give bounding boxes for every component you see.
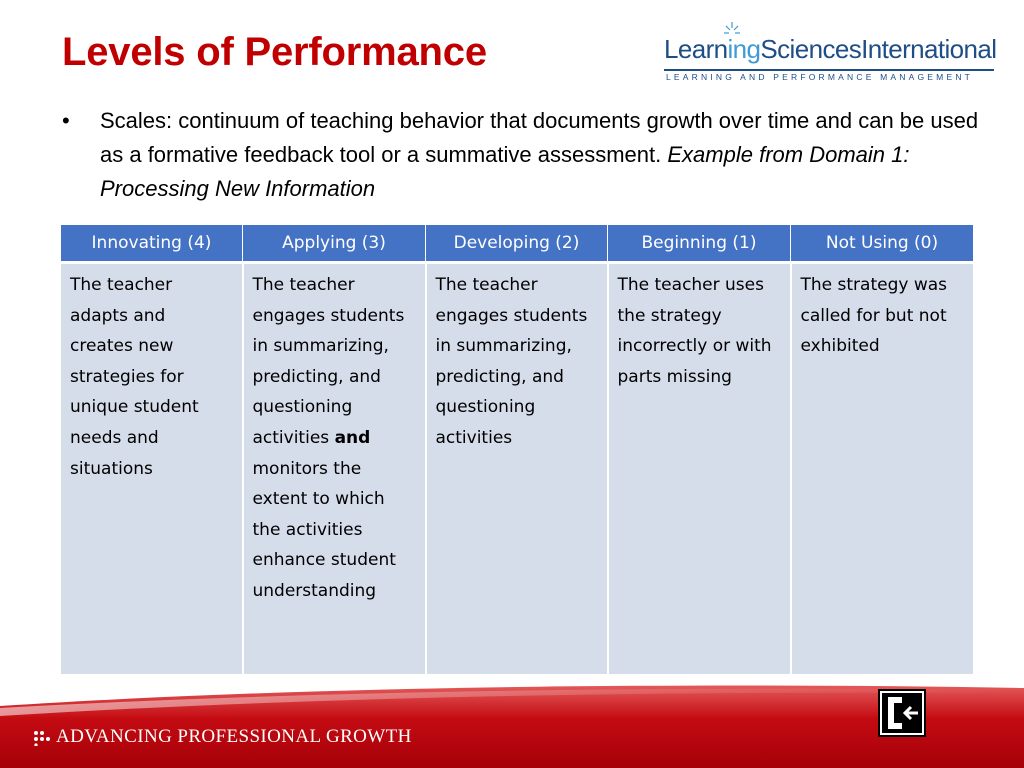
header-innovating: Innovating (4) — [61, 225, 243, 263]
cell-applying-bold: and — [334, 427, 371, 448]
header-developing: Developing (2) — [426, 225, 608, 263]
footer-tagline: ADVANCING PROFESSIONAL GROWTH — [56, 726, 412, 747]
logo-word-rest: SciencesInternational — [760, 34, 997, 64]
table-header-row — [61, 225, 974, 263]
logo-divider — [664, 69, 994, 71]
footer-band — [0, 678, 1024, 768]
header-beginning: Beginning (1) — [608, 225, 791, 263]
logo-word-ing: ing — [727, 34, 761, 64]
cell-applying-text-1: The teacher engages students in summarizing, predicting, and questioning activities — [252, 275, 405, 448]
logo-wordmark — [664, 34, 996, 65]
cell-applying — [243, 263, 426, 675]
exit-button[interactable] — [878, 689, 926, 737]
header-not-using: Not Using (0) — [791, 225, 974, 263]
bullet-marker: • — [62, 108, 70, 133]
cell-developing: The teacher engages students in summarizing, predicting, and questioning activities — [426, 263, 608, 675]
logo-tagline: LEARNING AND PERFORMANCE MANAGEMENT — [666, 72, 974, 82]
exit-icon — [878, 689, 926, 737]
logo-word-learn: Learn — [664, 34, 728, 64]
bullet-text-block — [100, 104, 980, 206]
performance-scale-table — [60, 224, 974, 675]
company-logo — [664, 20, 996, 84]
cell-applying-text-2: monitors the extent to which the activities enhance student understanding — [252, 458, 396, 601]
cell-beginning: The teacher uses the strategy incorrectly or with parts missing — [608, 263, 791, 675]
table-row — [61, 263, 974, 675]
header-applying: Applying (3) — [243, 225, 426, 263]
cell-innovating: The teacher adapts and creates new strategies for unique student needs and situations — [61, 263, 243, 675]
slide-title: Levels of Performance — [62, 30, 487, 74]
bullet-text: Scales: continuum of teaching behavior that documents growth over time and can be used as a formative feedback tool or a summative assessment. — [100, 108, 979, 167]
bullet-emphasis: Example from Domain 1: Processing New Information — [100, 142, 910, 201]
dots-icon — [32, 730, 50, 746]
cell-not-using: The strategy was called for but not exhibited — [791, 263, 974, 675]
